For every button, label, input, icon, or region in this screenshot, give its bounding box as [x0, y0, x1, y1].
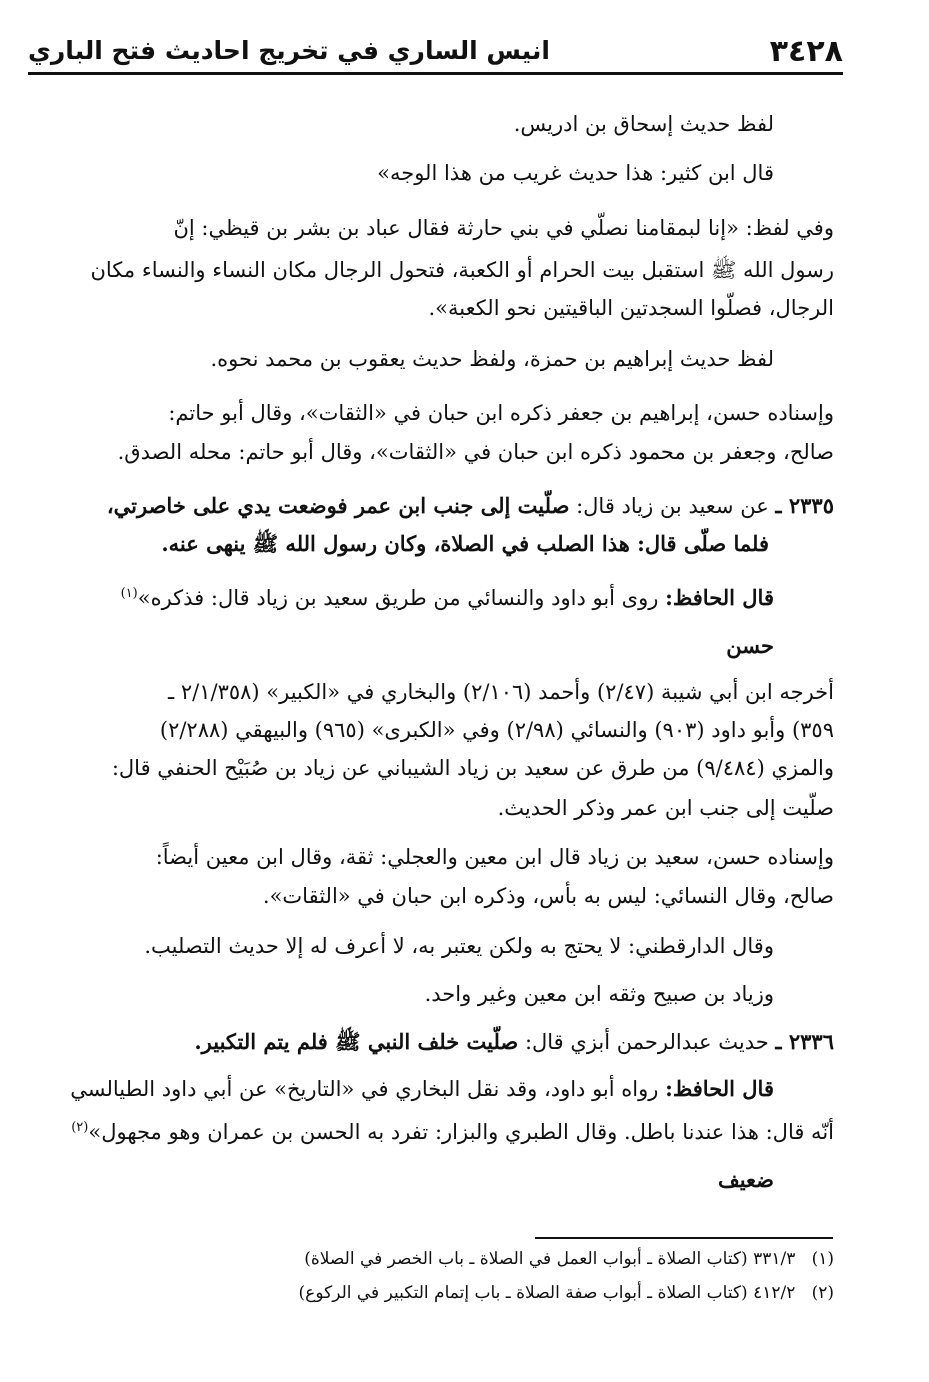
header-rule [28, 72, 843, 75]
footnote-ref: (١) [120, 586, 138, 601]
hafiz-label: قال الحافظ: [665, 1076, 774, 1101]
text-line: صالح، وجعفر بن محمود ذكره ابن حبان في «الثقات»، وقال أبو حاتم: محله الصدق. [117, 440, 834, 464]
footnote-text: ٤١٢/٢ (كتاب الصلاة ـ أبواب صفة الصلاة ـ باب إتمام التكبير في الركوع) [298, 1283, 796, 1303]
footnote-rule [535, 1237, 833, 1239]
text-line: صلّيت إلى جنب ابن عمر وذكر الحديث. [497, 796, 834, 820]
text-line: والمزي (٩/٤٨٤) من طرق عن سعيد بن زياد الشيباني عن زياد بن صُبَيْح الحنفي قال: [111, 756, 834, 780]
hadith-matn-line2: فلما صلّى قال: هذا الصلب في الصلاة، وكان رسول الله ﷺ ينهى عنه. [161, 531, 769, 556]
text-line: صالح، وقال النسائي: ليس به بأس، وذكره ابن حبان في «الثقات». [262, 884, 834, 908]
footnote-number: (٢) [811, 1283, 834, 1303]
text-line: لفظ حديث إسحاق بن ادريس. [513, 112, 774, 136]
grade-label: حسن [726, 633, 774, 658]
book-title: انيس الساري في تخريج احاديث فتح الباري [28, 36, 550, 65]
text-line: أخرجه ابن أبي شيبة (٢/٤٧) وأحمد (٢/١٠٦) والبخاري في «الكبير» (٢/١/٣٥٨ ـ [168, 680, 834, 704]
page-header [28, 30, 843, 78]
hafiz-text: روى أبو داود والنسائي من طريق سعيد بن زياد قال: فذكره» [137, 586, 666, 610]
hadith-2335-line1 [20, 490, 834, 524]
hadith-number: ٢٣٣٥ ـ [775, 493, 834, 518]
text-line: وقال الدارقطني: لا يحتج به ولكن يعتبر به، لا أعرف له إلا حديث التصليب. [144, 934, 774, 958]
hafiz-line [20, 1073, 774, 1107]
text-line: لفظ حديث إبراهيم بن حمزة، ولفظ حديث يعقوب بن محمد نحوه. [210, 347, 774, 371]
text-line: وإسناده حسن، سعيد بن زياد قال ابن معين والعجلي: ثقة، وقال ابن معين أيضاً: [155, 845, 834, 869]
hafiz-line [60, 578, 774, 612]
text-line: الرجال، فصلّوا السجدتين الباقيتين نحو الكعبة». [428, 296, 834, 320]
footnote-text: ٣٣١/٣ (كتاب الصلاة ـ أبواب العمل في الصلاة ـ باب الخصر في الصلاة) [304, 1249, 796, 1269]
text-line: وفي لفظ: «إنا لبمقامنا نصلّي في بني حارثة فقال عباد بن بشر بن قيظي: إنّ [173, 216, 834, 240]
hadith-matn: صلّيت خلف النبي ﷺ فلم يتم التكبير. [194, 1029, 519, 1054]
footnote-2 [150, 1280, 834, 1308]
hadith-matn: صلّيت إلى جنب ابن عمر فوضعت يدي على خاصرتي، [106, 493, 570, 518]
hadith-2336-line [20, 1026, 834, 1060]
hadith-number: ٢٣٣٦ ـ [775, 1029, 834, 1054]
footnote-1 [150, 1246, 834, 1274]
text-line: قال ابن كثير: هذا حديث غريب من هذا الوجه» [377, 161, 774, 185]
footnote-ref: (٢) [71, 1120, 89, 1135]
text-line: وإسناده حسن، إبراهيم بن جعفر ذكره ابن حبان في «الثقات»، وقال أبو حاتم: [168, 401, 834, 425]
hafiz-text: رواه أبو داود، وقد نقل البخاري في «التاريخ» عن أبي داود الطيالسي [70, 1077, 666, 1101]
footnote-number: (١) [811, 1249, 834, 1269]
text-line: رسول الله ﷺ استقبل بيت الحرام أو الكعبة، فتحول الرجال مكان النساء والنساء مكان [90, 258, 834, 282]
hafiz-line2 [20, 1112, 834, 1146]
text-line: ٣٥٩) وأبو داود (٩٠٣) والنسائي (٢/٩٨) وفي «الكبرى» (٩٦٥) والبيهقي (٢/٢٨٨) [159, 718, 834, 742]
grade-label: ضعيف [717, 1167, 774, 1192]
text-line: وزياد بن صبيح وثقه ابن معين وغير واحد. [424, 982, 774, 1006]
hafiz-text: أنّه قال: هذا عندنا باطل. وقال الطبري والبزار: تفرد به الحسن بن عمران وهو مجهول» [88, 1120, 834, 1144]
hafiz-label: قال الحافظ: [665, 585, 774, 610]
page-number: ٣٤٢٨ [769, 34, 843, 69]
hadith-isnad: حديث عبدالرحمن أبزي قال: [518, 1030, 776, 1054]
hadith-isnad: عن سعيد بن زياد قال: [569, 494, 776, 518]
